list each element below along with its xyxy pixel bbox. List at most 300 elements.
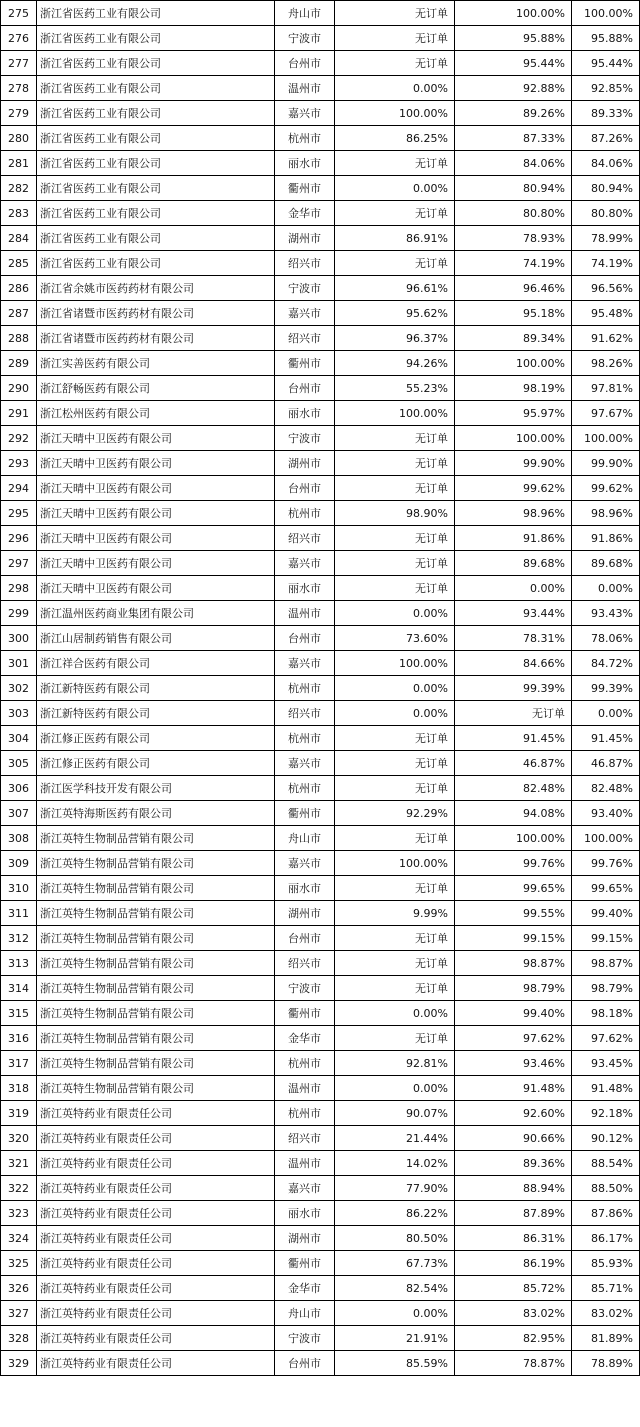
rate-cell-1: 96.37%: [335, 326, 455, 351]
company-name-cell: 浙江英特生物制品营销有限公司: [37, 1076, 275, 1101]
table-row: [1, 676, 640, 701]
rate-cell-1: 无订单: [335, 776, 455, 801]
row-number-cell: 285: [1, 251, 37, 276]
city-cell: 温州市: [275, 601, 335, 626]
rate-cell-3: 91.86%: [572, 526, 640, 551]
row-number-cell: 309: [1, 851, 37, 876]
company-name-cell: 浙江省医药工业有限公司: [37, 226, 275, 251]
company-name-cell: 浙江省诸暨市医药药材有限公司: [37, 301, 275, 326]
city-cell: 绍兴市: [275, 1126, 335, 1151]
rate-cell-1: 0.00%: [335, 676, 455, 701]
rate-cell-2: 100.00%: [455, 826, 572, 851]
rate-cell-1: 82.54%: [335, 1276, 455, 1301]
row-number-cell: 326: [1, 1276, 37, 1301]
rate-cell-2: 99.62%: [455, 476, 572, 501]
table-row: [1, 776, 640, 801]
row-number-cell: 308: [1, 826, 37, 851]
rate-cell-3: 99.39%: [572, 676, 640, 701]
rate-cell-3: 46.87%: [572, 751, 640, 776]
row-number-cell: 316: [1, 1026, 37, 1051]
city-cell: 杭州市: [275, 1101, 335, 1126]
city-cell: 台州市: [275, 1351, 335, 1376]
table-row: [1, 1326, 640, 1351]
company-name-cell: 浙江山居制药销售有限公司: [37, 626, 275, 651]
rate-cell-2: 80.94%: [455, 176, 572, 201]
rate-cell-1: 86.22%: [335, 1201, 455, 1226]
city-cell: 舟山市: [275, 1301, 335, 1326]
rate-cell-2: 80.80%: [455, 201, 572, 226]
company-name-cell: 浙江天晴中卫医药有限公司: [37, 501, 275, 526]
rate-cell-1: 无订单: [335, 201, 455, 226]
company-name-cell: 浙江英特药业有限责任公司: [37, 1126, 275, 1151]
rate-cell-3: 91.45%: [572, 726, 640, 751]
row-number-cell: 276: [1, 26, 37, 51]
rate-cell-2: 85.72%: [455, 1276, 572, 1301]
rate-cell-2: 78.93%: [455, 226, 572, 251]
rate-cell-3: 78.06%: [572, 626, 640, 651]
rate-cell-3: 93.40%: [572, 801, 640, 826]
city-cell: 杭州市: [275, 676, 335, 701]
city-cell: 绍兴市: [275, 701, 335, 726]
rate-cell-1: 无订单: [335, 451, 455, 476]
rate-cell-1: 86.91%: [335, 226, 455, 251]
city-cell: 嘉兴市: [275, 751, 335, 776]
table-row: [1, 726, 640, 751]
table-row: [1, 1351, 640, 1376]
rate-cell-2: 95.88%: [455, 26, 572, 51]
city-cell: 台州市: [275, 926, 335, 951]
rate-cell-2: 82.95%: [455, 1326, 572, 1351]
rate-cell-2: 95.18%: [455, 301, 572, 326]
rate-cell-3: 81.89%: [572, 1326, 640, 1351]
row-number-cell: 286: [1, 276, 37, 301]
row-number-cell: 294: [1, 476, 37, 501]
company-name-cell: 浙江天晴中卫医药有限公司: [37, 426, 275, 451]
table-row: [1, 276, 640, 301]
city-cell: 嘉兴市: [275, 551, 335, 576]
rate-cell-2: 0.00%: [455, 576, 572, 601]
rate-cell-1: 67.73%: [335, 1251, 455, 1276]
table-row: [1, 151, 640, 176]
city-cell: 嘉兴市: [275, 651, 335, 676]
city-cell: 宁波市: [275, 976, 335, 1001]
table-row: [1, 126, 640, 151]
row-number-cell: 325: [1, 1251, 37, 1276]
rate-cell-2: 87.33%: [455, 126, 572, 151]
row-number-cell: 311: [1, 901, 37, 926]
rate-cell-2: 98.87%: [455, 951, 572, 976]
city-cell: 衢州市: [275, 176, 335, 201]
rate-cell-2: 84.66%: [455, 651, 572, 676]
table-row: [1, 251, 640, 276]
table-row: [1, 1101, 640, 1126]
rate-cell-3: 92.18%: [572, 1101, 640, 1126]
table-row: [1, 1176, 640, 1201]
rate-cell-1: 80.50%: [335, 1226, 455, 1251]
company-name-cell: 浙江英特生物制品营销有限公司: [37, 876, 275, 901]
row-number-cell: 329: [1, 1351, 37, 1376]
rate-cell-2: 46.87%: [455, 751, 572, 776]
row-number-cell: 322: [1, 1176, 37, 1201]
table-row: [1, 1051, 640, 1076]
table-row: [1, 601, 640, 626]
rate-cell-3: 98.96%: [572, 501, 640, 526]
rate-cell-3: 0.00%: [572, 701, 640, 726]
row-number-cell: 315: [1, 1001, 37, 1026]
company-name-cell: 浙江省诸暨市医药药材有限公司: [37, 326, 275, 351]
rate-cell-2: 90.66%: [455, 1126, 572, 1151]
rate-cell-3: 78.89%: [572, 1351, 640, 1376]
row-number-cell: 278: [1, 76, 37, 101]
rate-cell-2: 87.89%: [455, 1201, 572, 1226]
city-cell: 金华市: [275, 1276, 335, 1301]
table-row: [1, 551, 640, 576]
company-name-cell: 浙江省医药工业有限公司: [37, 151, 275, 176]
company-name-cell: 浙江英特药业有限责任公司: [37, 1276, 275, 1301]
rate-cell-1: 0.00%: [335, 1301, 455, 1326]
city-cell: 湖州市: [275, 226, 335, 251]
company-name-cell: 浙江英特药业有限责任公司: [37, 1326, 275, 1351]
table-row: [1, 1251, 640, 1276]
company-name-cell: 浙江温州医药商业集团有限公司: [37, 601, 275, 626]
rate-cell-2: 78.31%: [455, 626, 572, 651]
city-cell: 宁波市: [275, 276, 335, 301]
row-number-cell: 301: [1, 651, 37, 676]
row-number-cell: 303: [1, 701, 37, 726]
city-cell: 丽水市: [275, 876, 335, 901]
rate-cell-1: 无订单: [335, 576, 455, 601]
table-row: [1, 426, 640, 451]
rate-cell-2: 99.76%: [455, 851, 572, 876]
company-name-cell: 浙江英特药业有限责任公司: [37, 1226, 275, 1251]
row-number-cell: 290: [1, 376, 37, 401]
rate-cell-1: 85.59%: [335, 1351, 455, 1376]
rate-cell-1: 55.23%: [335, 376, 455, 401]
row-number-cell: 328: [1, 1326, 37, 1351]
rate-cell-3: 88.50%: [572, 1176, 640, 1201]
rate-cell-2: 95.97%: [455, 401, 572, 426]
rate-cell-3: 98.26%: [572, 351, 640, 376]
rate-cell-3: 78.99%: [572, 226, 640, 251]
row-number-cell: 327: [1, 1301, 37, 1326]
rate-cell-1: 无订单: [335, 51, 455, 76]
table-row: [1, 651, 640, 676]
rate-cell-2: 98.96%: [455, 501, 572, 526]
table-body: [1, 1, 640, 1376]
table-row: [1, 1126, 640, 1151]
company-name-cell: 浙江省医药工业有限公司: [37, 26, 275, 51]
rate-cell-2: 84.06%: [455, 151, 572, 176]
city-cell: 绍兴市: [275, 951, 335, 976]
city-cell: 舟山市: [275, 1, 335, 26]
row-number-cell: 324: [1, 1226, 37, 1251]
rate-cell-1: 无订单: [335, 251, 455, 276]
company-name-cell: 浙江英特生物制品营销有限公司: [37, 951, 275, 976]
company-name-cell: 浙江英特生物制品营销有限公司: [37, 1026, 275, 1051]
row-number-cell: 283: [1, 201, 37, 226]
table-row: [1, 1151, 640, 1176]
table-row: [1, 576, 640, 601]
rate-cell-1: 无订单: [335, 1026, 455, 1051]
table-row: [1, 1026, 640, 1051]
rate-cell-2: 82.48%: [455, 776, 572, 801]
rate-cell-2: 95.44%: [455, 51, 572, 76]
rate-cell-1: 92.29%: [335, 801, 455, 826]
table-row: [1, 826, 640, 851]
rate-cell-3: 100.00%: [572, 826, 640, 851]
rate-cell-3: 84.72%: [572, 651, 640, 676]
rate-cell-1: 95.62%: [335, 301, 455, 326]
city-cell: 舟山市: [275, 826, 335, 851]
table-row: [1, 926, 640, 951]
company-name-cell: 浙江英特药业有限责任公司: [37, 1176, 275, 1201]
company-name-cell: 浙江新特医药有限公司: [37, 676, 275, 701]
row-number-cell: 279: [1, 101, 37, 126]
rate-cell-2: 100.00%: [455, 351, 572, 376]
rate-cell-2: 89.26%: [455, 101, 572, 126]
rate-cell-1: 0.00%: [335, 601, 455, 626]
company-name-cell: 浙江省医药工业有限公司: [37, 1, 275, 26]
row-number-cell: 310: [1, 876, 37, 901]
company-name-cell: 浙江英特生物制品营销有限公司: [37, 826, 275, 851]
city-cell: 台州市: [275, 376, 335, 401]
rate-cell-2: 91.86%: [455, 526, 572, 551]
city-cell: 台州市: [275, 626, 335, 651]
rate-cell-3: 98.79%: [572, 976, 640, 1001]
city-cell: 杭州市: [275, 126, 335, 151]
company-name-cell: 浙江英特海斯医药有限公司: [37, 801, 275, 826]
city-cell: 温州市: [275, 1151, 335, 1176]
rate-cell-2: 97.62%: [455, 1026, 572, 1051]
company-name-cell: 浙江省医药工业有限公司: [37, 251, 275, 276]
city-cell: 嘉兴市: [275, 851, 335, 876]
rate-cell-3: 87.86%: [572, 1201, 640, 1226]
rate-cell-3: 80.94%: [572, 176, 640, 201]
row-number-cell: 293: [1, 451, 37, 476]
company-name-cell: 浙江英特生物制品营销有限公司: [37, 926, 275, 951]
rate-cell-1: 无订单: [335, 1, 455, 26]
row-number-cell: 306: [1, 776, 37, 801]
table-row: [1, 401, 640, 426]
rate-cell-3: 89.33%: [572, 101, 640, 126]
row-number-cell: 289: [1, 351, 37, 376]
company-name-cell: 浙江英特药业有限责任公司: [37, 1351, 275, 1376]
rate-cell-1: 无订单: [335, 976, 455, 1001]
company-name-cell: 浙江新特医药有限公司: [37, 701, 275, 726]
company-name-cell: 浙江省医药工业有限公司: [37, 201, 275, 226]
rate-cell-1: 无订单: [335, 951, 455, 976]
rate-cell-2: 99.55%: [455, 901, 572, 926]
table-row: [1, 1201, 640, 1226]
rate-cell-3: 95.48%: [572, 301, 640, 326]
city-cell: 杭州市: [275, 1051, 335, 1076]
rate-cell-3: 84.06%: [572, 151, 640, 176]
rate-cell-1: 0.00%: [335, 176, 455, 201]
city-cell: 台州市: [275, 476, 335, 501]
rate-cell-2: 100.00%: [455, 426, 572, 451]
rate-cell-2: 99.15%: [455, 926, 572, 951]
city-cell: 金华市: [275, 1026, 335, 1051]
rate-cell-1: 无订单: [335, 726, 455, 751]
city-cell: 绍兴市: [275, 526, 335, 551]
rate-cell-2: 98.79%: [455, 976, 572, 1001]
rate-cell-1: 96.61%: [335, 276, 455, 301]
table-row: [1, 301, 640, 326]
rate-cell-2: 74.19%: [455, 251, 572, 276]
table-row: [1, 1001, 640, 1026]
rate-cell-1: 无订单: [335, 476, 455, 501]
rate-cell-1: 92.81%: [335, 1051, 455, 1076]
row-number-cell: 288: [1, 326, 37, 351]
table-row: [1, 876, 640, 901]
company-name-cell: 浙江英特药业有限责任公司: [37, 1301, 275, 1326]
table-row: [1, 376, 640, 401]
rate-cell-3: 91.62%: [572, 326, 640, 351]
city-cell: 丽水市: [275, 151, 335, 176]
rate-cell-2: 86.31%: [455, 1226, 572, 1251]
rate-cell-1: 无订单: [335, 551, 455, 576]
table-row: [1, 951, 640, 976]
rate-cell-1: 无订单: [335, 876, 455, 901]
rate-cell-3: 98.87%: [572, 951, 640, 976]
rate-cell-1: 无订单: [335, 426, 455, 451]
rate-cell-3: 0.00%: [572, 576, 640, 601]
city-cell: 湖州市: [275, 1226, 335, 1251]
table-row: [1, 626, 640, 651]
row-number-cell: 314: [1, 976, 37, 1001]
rate-cell-1: 77.90%: [335, 1176, 455, 1201]
company-name-cell: 浙江天晴中卫医药有限公司: [37, 526, 275, 551]
company-name-cell: 浙江省医药工业有限公司: [37, 101, 275, 126]
city-cell: 丽水市: [275, 1201, 335, 1226]
rate-cell-2: 78.87%: [455, 1351, 572, 1376]
table-row: [1, 326, 640, 351]
rate-cell-2: 88.94%: [455, 1176, 572, 1201]
rate-cell-1: 21.44%: [335, 1126, 455, 1151]
rate-cell-1: 9.99%: [335, 901, 455, 926]
rate-cell-3: 99.65%: [572, 876, 640, 901]
company-name-cell: 浙江修正医药有限公司: [37, 726, 275, 751]
table-row: [1, 476, 640, 501]
rate-cell-3: 98.18%: [572, 1001, 640, 1026]
row-number-cell: 323: [1, 1201, 37, 1226]
rate-cell-3: 85.93%: [572, 1251, 640, 1276]
row-number-cell: 281: [1, 151, 37, 176]
table-row: [1, 851, 640, 876]
company-name-cell: 浙江实善医药有限公司: [37, 351, 275, 376]
table-row: [1, 201, 640, 226]
rate-cell-1: 86.25%: [335, 126, 455, 151]
company-name-cell: 浙江英特药业有限责任公司: [37, 1101, 275, 1126]
company-name-cell: 浙江英特生物制品营销有限公司: [37, 901, 275, 926]
rate-cell-2: 98.19%: [455, 376, 572, 401]
rate-cell-3: 97.81%: [572, 376, 640, 401]
company-name-cell: 浙江医学科技开发有限公司: [37, 776, 275, 801]
city-cell: 湖州市: [275, 901, 335, 926]
company-name-cell: 浙江省医药工业有限公司: [37, 126, 275, 151]
rate-cell-2: 89.36%: [455, 1151, 572, 1176]
rate-cell-1: 100.00%: [335, 401, 455, 426]
rate-cell-1: 0.00%: [335, 1076, 455, 1101]
rate-cell-3: 83.02%: [572, 1301, 640, 1326]
row-number-cell: 297: [1, 551, 37, 576]
rate-cell-2: 89.34%: [455, 326, 572, 351]
rate-cell-2: 91.45%: [455, 726, 572, 751]
company-name-cell: 浙江英特生物制品营销有限公司: [37, 976, 275, 1001]
city-cell: 温州市: [275, 1076, 335, 1101]
city-cell: 台州市: [275, 51, 335, 76]
city-cell: 绍兴市: [275, 326, 335, 351]
rate-cell-3: 74.19%: [572, 251, 640, 276]
row-number-cell: 298: [1, 576, 37, 601]
city-cell: 嘉兴市: [275, 1176, 335, 1201]
city-cell: 宁波市: [275, 426, 335, 451]
rate-cell-2: 100.00%: [455, 1, 572, 26]
company-name-cell: 浙江英特生物制品营销有限公司: [37, 1051, 275, 1076]
city-cell: 宁波市: [275, 26, 335, 51]
company-name-cell: 浙江舒畅医药有限公司: [37, 376, 275, 401]
row-number-cell: 277: [1, 51, 37, 76]
table-row: [1, 501, 640, 526]
row-number-cell: 284: [1, 226, 37, 251]
row-number-cell: 299: [1, 601, 37, 626]
city-cell: 湖州市: [275, 451, 335, 476]
rate-cell-1: 100.00%: [335, 101, 455, 126]
company-name-cell: 浙江省医药工业有限公司: [37, 51, 275, 76]
row-number-cell: 321: [1, 1151, 37, 1176]
row-number-cell: 296: [1, 526, 37, 551]
rate-cell-3: 99.40%: [572, 901, 640, 926]
rate-cell-1: 100.00%: [335, 651, 455, 676]
rate-cell-1: 100.00%: [335, 851, 455, 876]
rate-cell-3: 93.45%: [572, 1051, 640, 1076]
city-cell: 丽水市: [275, 576, 335, 601]
company-name-cell: 浙江英特生物制品营销有限公司: [37, 1001, 275, 1026]
table-row: [1, 901, 640, 926]
city-cell: 绍兴市: [275, 251, 335, 276]
table-row: [1, 1226, 640, 1251]
rate-cell-1: 21.91%: [335, 1326, 455, 1351]
rate-cell-1: 0.00%: [335, 701, 455, 726]
city-cell: 丽水市: [275, 401, 335, 426]
row-number-cell: 292: [1, 426, 37, 451]
table-row: [1, 976, 640, 1001]
table-row: [1, 1276, 640, 1301]
rate-cell-2: 86.19%: [455, 1251, 572, 1276]
city-cell: 衢州市: [275, 801, 335, 826]
rate-cell-3: 99.62%: [572, 476, 640, 501]
table-row: [1, 51, 640, 76]
city-cell: 杭州市: [275, 726, 335, 751]
city-cell: 衢州市: [275, 1001, 335, 1026]
row-number-cell: 291: [1, 401, 37, 426]
city-cell: 嘉兴市: [275, 301, 335, 326]
company-name-cell: 浙江英特药业有限责任公司: [37, 1201, 275, 1226]
rate-cell-3: 89.68%: [572, 551, 640, 576]
row-number-cell: 318: [1, 1076, 37, 1101]
row-number-cell: 300: [1, 626, 37, 651]
rate-cell-3: 100.00%: [572, 426, 640, 451]
table-row: [1, 1301, 640, 1326]
row-number-cell: 320: [1, 1126, 37, 1151]
rate-cell-3: 96.56%: [572, 276, 640, 301]
company-name-cell: 浙江天晴中卫医药有限公司: [37, 476, 275, 501]
city-cell: 杭州市: [275, 776, 335, 801]
row-number-cell: 304: [1, 726, 37, 751]
rate-cell-1: 94.26%: [335, 351, 455, 376]
table-row: [1, 351, 640, 376]
row-number-cell: 317: [1, 1051, 37, 1076]
